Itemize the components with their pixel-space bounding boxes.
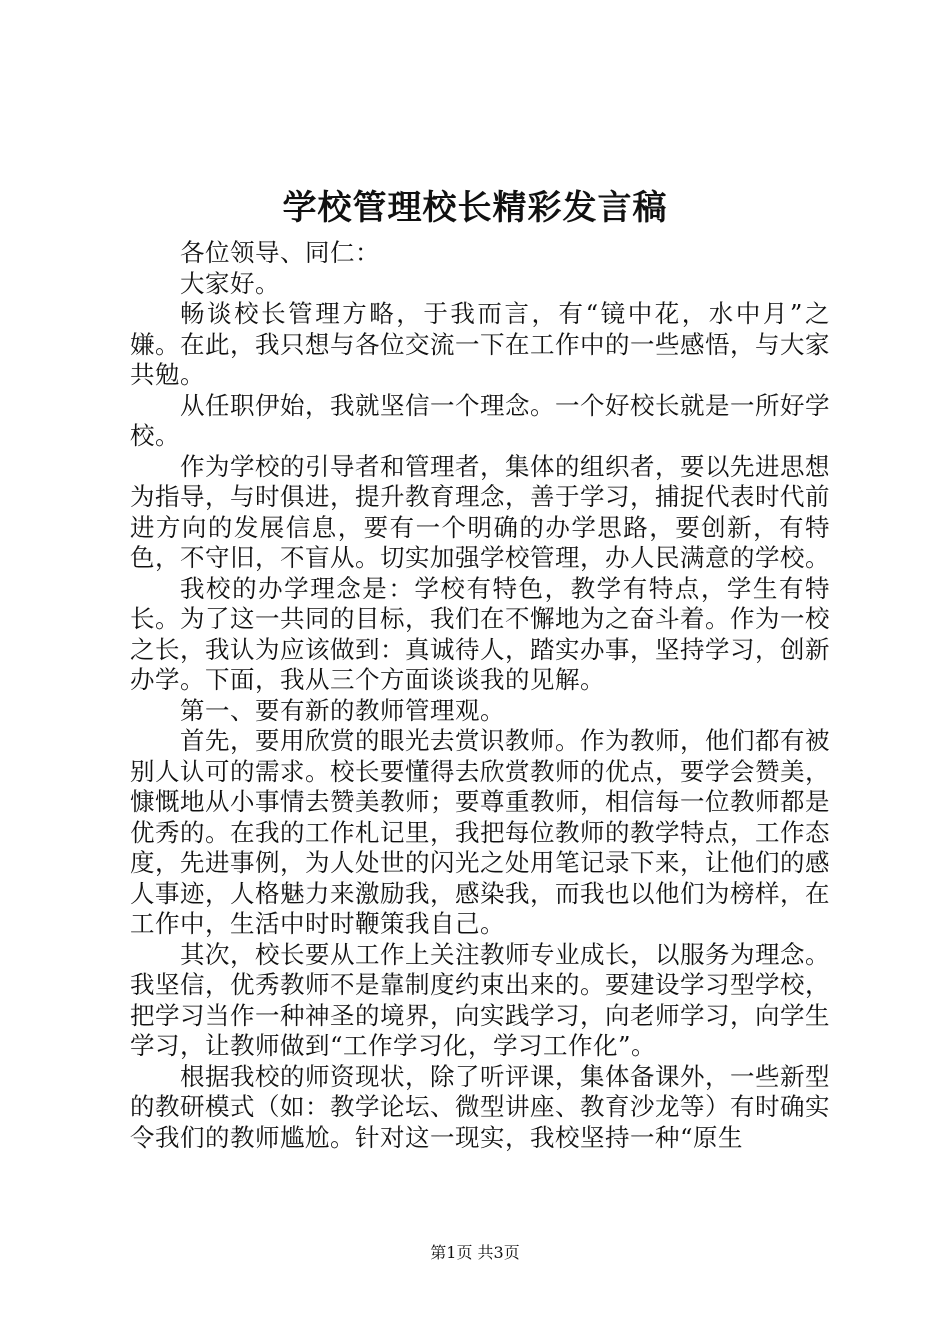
page-number-footer: 第1页 共3页 — [430, 1243, 520, 1262]
paragraph-greeting: 大家好。 — [180, 268, 280, 298]
paragraph: 根据我校的师资现状，除了听评课，集体备课外，一些新型的教研模式（如：教学论坛、微型讲座、教育沙龙等）有时确实令我们的教师尴尬。针对这一现实，我校坚持一种“原生 — [130, 1061, 830, 1152]
document-body — [130, 238, 830, 1153]
paragraph-salutation: 各位领导、同仁： — [180, 238, 380, 267]
paragraph: 其次，校长要从工作上关注教师专业成长，以服务为理念。我坚信，优秀教师不是靠制度约束出来的。要建设学习型学校，把学习当作一种神圣的境界，向实践学习，向老师学习，向学生学习，让教师做到“工作学习化，学习工作化”。 — [130, 939, 830, 1060]
paragraph: 首先，要用欣赏的眼光去赏识教师。作为教师，他们都有被别人认可的需求。校长要懂得去欣赏教师的优点，要学会赞美，慷慨地从小事情去赞美教师；要尊重教师，相信每一位教师都是优秀的。在我的工作札记里，我把每位教师的教学特点，工作态度，先进事例，为人处世的闪光之处用笔记录下来，让他们的感人事迹，人格魅力来激励我，感染我，而我也以他们为榜样，在工作中，生活中时时鞭策我自己。 — [130, 726, 830, 938]
paragraph: 我校的办学理念是：学校有特色，教学有特点，学生有特长。为了这一共同的目标，我们在不懈地为之奋斗着。作为一校之长，我认为应该做到：真诚待人，踏实办事，坚持学习，创新办学。下面，我从三个方面谈谈我的见解。 — [130, 573, 830, 694]
paragraph: 作为学校的引导者和管理者，集体的组织者，要以先进思想为指导，与时俱进，提升教育理念，善于学习，捕捉代表时代前进方向的发展信息，要有一个明确的办学思路，要创新，有特色，不守旧，不盲从。切实加强学校管理，办人民满意的学校。 — [130, 451, 830, 572]
section-heading: 第一、要有新的教师管理观。 — [180, 695, 505, 725]
paragraph: 从任职伊始，我就坚信一个理念。一个好校长就是一所好学校。 — [130, 390, 830, 450]
paragraph: 畅谈校长管理方略，于我而言，有“镜中花，水中月”之嫌。在此，我只想与各位交流一下在工作中的一些感悟，与大家共勉。 — [130, 299, 830, 389]
document-title: 学校管理校长精彩发言稿 — [282, 188, 668, 228]
